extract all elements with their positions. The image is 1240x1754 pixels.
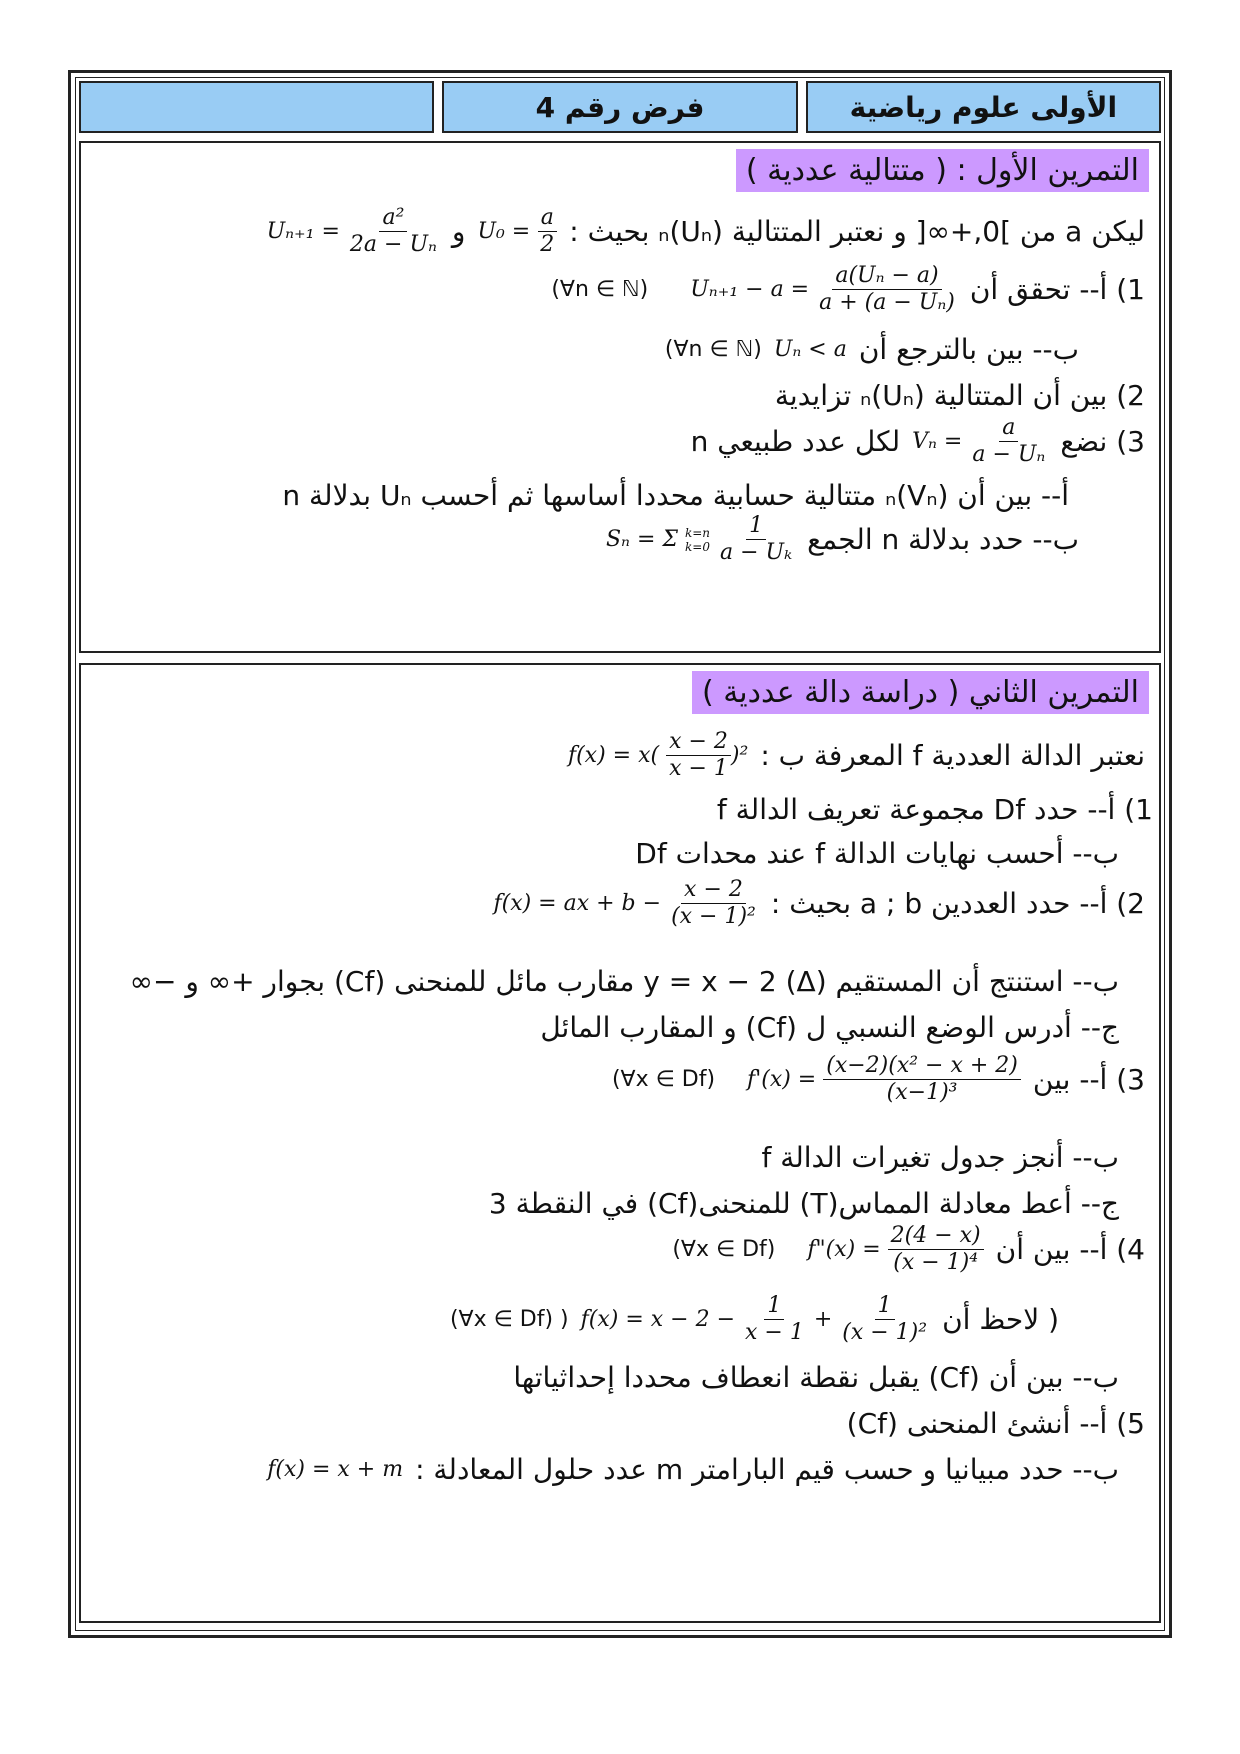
ex1-q3-text: 3) نضع	[1060, 425, 1145, 459]
header	[79, 81, 1161, 133]
ex2-q1a-text: 1) أ-- حدد Df مجموعة تعريف الدالة f	[716, 793, 1153, 826]
blank-cell	[79, 81, 434, 133]
ex1-q2	[91, 379, 1145, 412]
ex2-q5a-text: 5) أ-- أنشئ المنحنى (Cf)	[846, 1407, 1145, 1440]
ex1-and: و	[451, 215, 466, 249]
ex2-q2a-formula: f(x) = ax + b − $\frac{x - 2}{\text{(x − 1)²}}$	[493, 877, 756, 930]
exam-title-cell: فرض رقم 4	[442, 81, 797, 133]
ex2-intro	[91, 729, 1145, 783]
ex1-q1a-formula: Uₙ₊₁ − a = $\frac{\text{a(Uₙ − a)}}{\text{a + (a − Uₙ)}}$	[690, 263, 955, 316]
page-frame	[68, 70, 1172, 1638]
ex2-q5a	[91, 1407, 1145, 1440]
ex1-recurrence: Uₙ₊₁ = $\frac{\text{a²}}{\text{2a − Uₙ}}$	[266, 205, 437, 258]
ex1-q3	[91, 415, 1145, 469]
ex1-q3b	[91, 513, 1079, 567]
ex2-q5b-text: ب-- حدد مبيانيا و حسب قيم البارامتر m عدد حلول المعادلة :	[415, 1453, 1119, 1486]
ex1-q3-formula: Vₙ = $\frac{a}{\text{a − Uₙ}}$	[912, 415, 1046, 468]
ex2-intro-text: نعتبر الدالة العددية f المعرفة ب :	[760, 739, 1145, 773]
ex1-q1b-text: ب-- بين بالترجع أن	[858, 333, 1079, 366]
ex2-q2b	[91, 965, 1119, 998]
ex2-intro-formula: f(x) = x( $\frac{x - 2}{x - 1}$ )²	[567, 729, 749, 782]
ex1-definition	[91, 205, 1145, 259]
exercise-2-title: التمرين الثاني ( دراسة دالة عددية )	[692, 671, 1149, 714]
ex2-q4-note-quantifier: (∀x ∈ Df) )	[449, 1307, 569, 1333]
ex1-q3-tail: لكل عدد طبيعي n	[690, 425, 901, 459]
ex1-q2-text: 2) بين أن المتتالية (Uₙ)ₙ تزايدية	[774, 379, 1145, 412]
ex1-q3a-text: أ-- بين أن (Vₙ)ₙ متتالية حسابية محددا أساسها ثم أحسب Uₙ بدلالة n	[282, 479, 1069, 512]
ex2-q4b	[91, 1361, 1119, 1394]
ex2-q4b-text: ب-- بين أن (Cf) يقبل نقطة انعطاف محددا إحداثياتها	[513, 1361, 1119, 1394]
ex1-q1b-formula: Uₙ < a	[773, 337, 847, 362]
exercise-2	[79, 663, 1161, 1623]
ex2-q5b-formula: f(x) = x + m	[267, 1457, 404, 1482]
ex2-q3a	[91, 1053, 1145, 1107]
ex1-u0: U₀ = $\frac{a}{2}$	[477, 205, 557, 259]
ex2-q2a	[91, 877, 1145, 931]
exercise-1-title: التمرين الأول : ( متتالية عددية )	[736, 149, 1149, 192]
ex1-q3a	[91, 479, 1069, 512]
ex1-q1a	[91, 263, 1145, 317]
ex2-q2a-text: 2) أ-- حدد العددين a ; b بحيث :	[770, 887, 1145, 921]
ex2-q1b	[91, 837, 1119, 870]
exercise-1	[79, 141, 1161, 653]
ex2-q2c-text: ج-- أدرس الوضع النسبي ل (Cf) و المقارب المائل	[540, 1011, 1119, 1044]
ex2-q4-note-formula: f(x) = x − 2 − $\frac{1}{x - 1}$ + $\frac{1}{\text{(x − 1)²}}$	[580, 1293, 928, 1346]
ex2-q3c	[91, 1187, 1119, 1220]
ex2-q2b-text: ب-- استنتج أن المستقيم y = x − 2 (Δ) مقارب مائل للمنحنى (Cf) بجوار +∞ و −∞	[129, 965, 1119, 998]
ex2-q3b-text: ب-- أنجز جدول تغيرات الدالة f	[761, 1141, 1119, 1174]
ex2-q1a	[91, 793, 1153, 826]
ex1-q3b-formula: Sₙ = Σ k=n k=0 $\frac{1}{\text{a − Uₖ}}$	[605, 513, 793, 566]
ex1-q3b-text: ب-- حدد بدلالة n الجمع	[807, 523, 1079, 557]
ex2-q4a	[91, 1223, 1145, 1277]
ex2-q3a-quantifier: (∀x ∈ Df)	[611, 1067, 716, 1093]
ex1-q1b	[91, 333, 1079, 366]
ex2-q4a-formula: f"(x) = $\frac{2(4 - x)}{\text{(x − 1)⁴}}$	[807, 1223, 983, 1277]
ex2-q1b-text: ب-- أحسب نهايات الدالة f عند محدات Df	[635, 837, 1119, 870]
ex2-q3c-text: ج-- أعط معادلة المماس(T) للمنحنى(Cf) في النقطة 3	[488, 1187, 1119, 1220]
ex2-q4a-text: 4) أ-- بين أن	[995, 1233, 1145, 1267]
ex1-q1a-text: 1) أ-- تحقق أن	[969, 273, 1145, 307]
ex1-q1a-quantifier: (∀n ∈ ℕ)	[551, 277, 649, 303]
ex2-q4a-quantifier: (∀x ∈ Df)	[672, 1237, 776, 1263]
ex1-definition-text: ليكن a من ]0,+∞[ و نعتبر المتتالية (Uₙ)ₙ بحيث :	[569, 215, 1145, 249]
ex2-q4-note-text: ( لاحظ أن	[942, 1303, 1059, 1337]
ex2-q4-note	[91, 1293, 1059, 1347]
level-cell: الأولى علوم رياضية	[806, 81, 1161, 133]
ex2-q2c	[91, 1011, 1119, 1044]
ex2-q3a-text: 3) أ-- بين	[1032, 1063, 1145, 1097]
ex2-q3a-formula: f'(x) = $\frac{\text{(x−2)(x² − x + 2)}}{\text{(x−1)³}}$	[747, 1053, 1021, 1107]
ex2-q3b	[91, 1141, 1119, 1174]
ex1-q1b-quantifier: (∀n ∈ ℕ)	[664, 337, 762, 362]
ex2-q5b	[91, 1453, 1119, 1486]
